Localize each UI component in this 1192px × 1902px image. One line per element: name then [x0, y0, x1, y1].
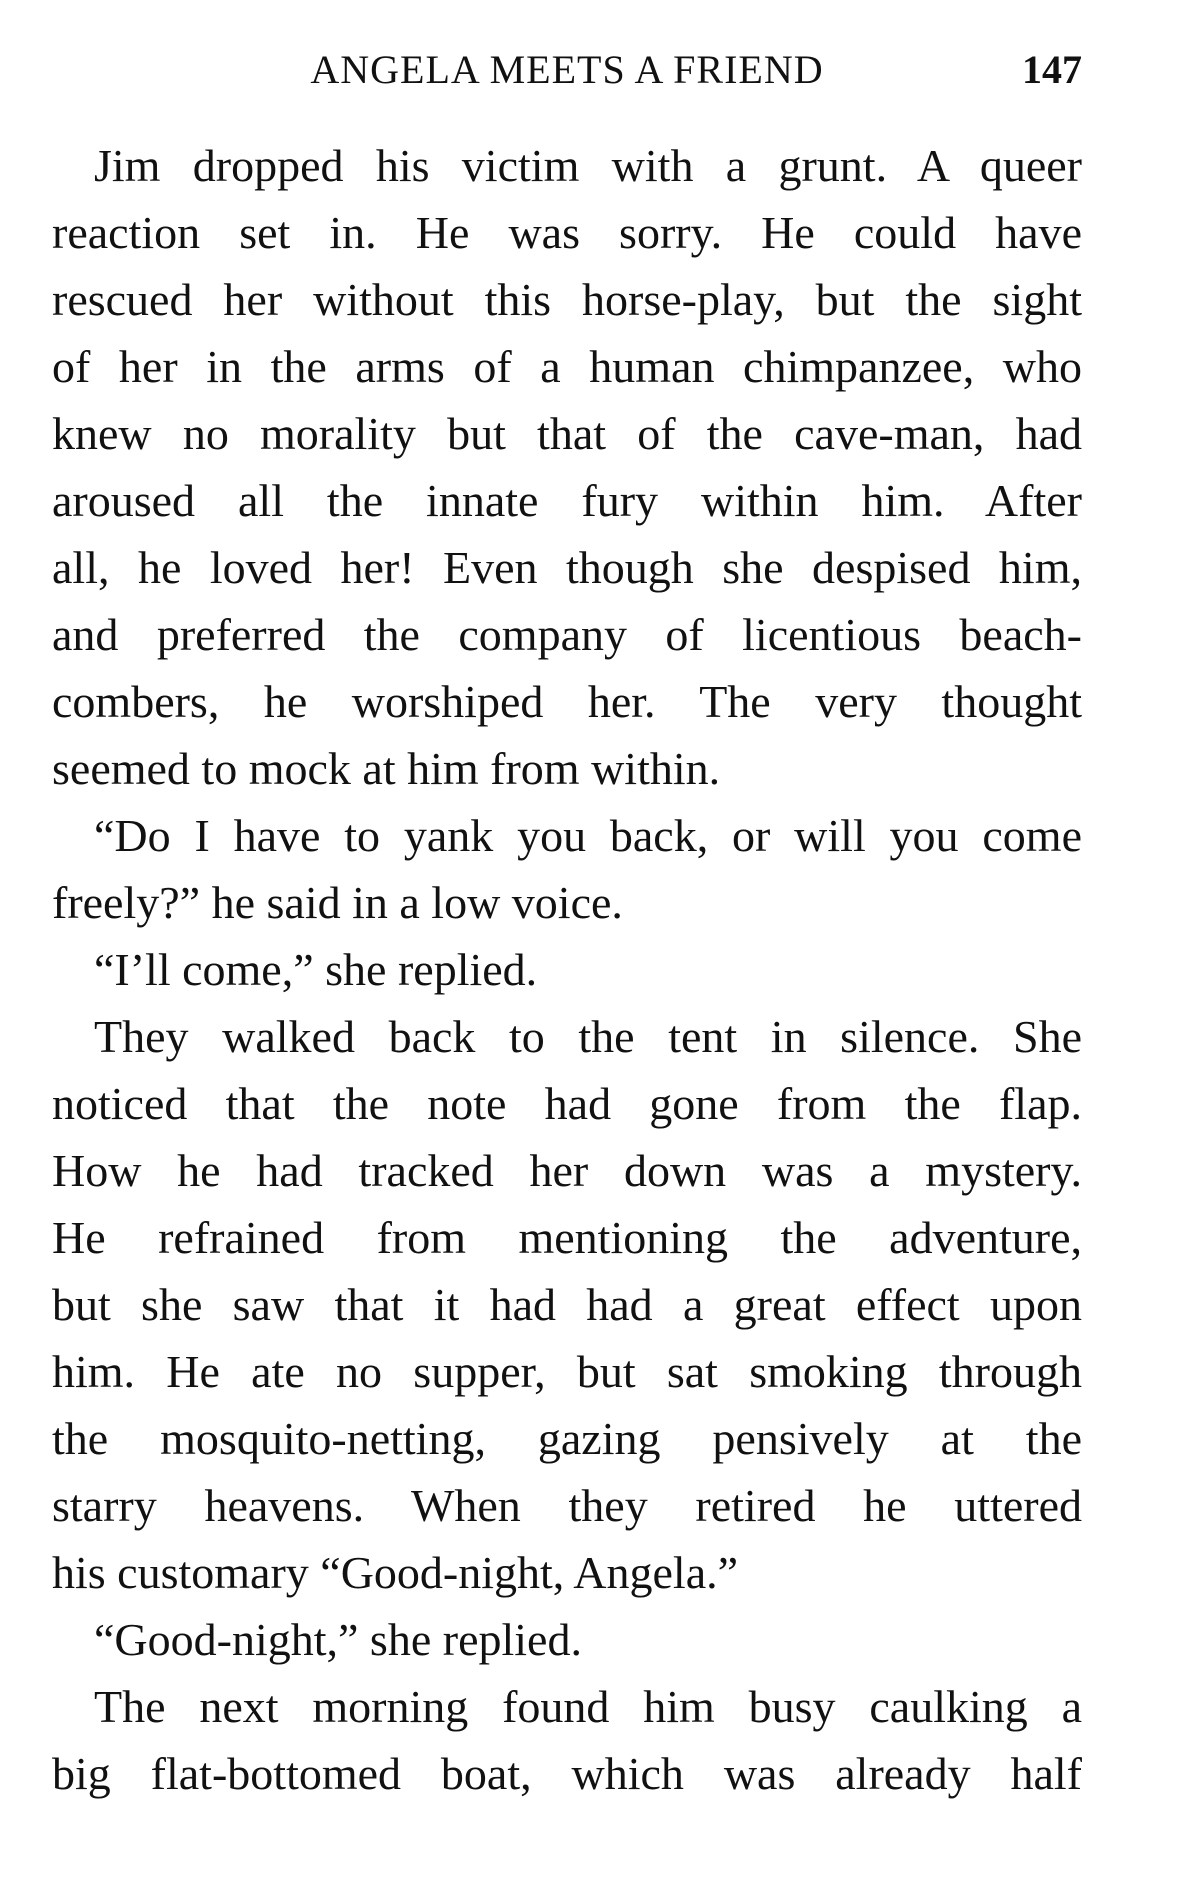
- text-line: starry heavens. When they retired he uttered: [52, 1480, 1082, 1531]
- text-line: his customary “Good-night, Angela.”: [52, 1547, 739, 1598]
- text-line: reaction set in. He was sorry. He could have: [52, 207, 1082, 258]
- text-line: The next morning found him busy caulking a: [94, 1681, 1082, 1732]
- text-line: him. He ate no supper, but sat smoking through: [52, 1346, 1082, 1397]
- text-line: but she saw that it had had a great effect upon: [52, 1279, 1082, 1330]
- text-line: Jim dropped his victim with a grunt. A queer: [94, 140, 1082, 191]
- text-line: the mosquito-netting, gazing pensively at the: [52, 1413, 1082, 1464]
- text-line: combers, he worshiped her. The very thought: [52, 676, 1082, 727]
- text-line: noticed that the note had gone from the flap.: [52, 1078, 1082, 1129]
- text-line: of her in the arms of a human chimpanzee, who: [52, 341, 1082, 392]
- text-line: and preferred the company of licentious beach-: [52, 609, 1082, 660]
- text-line: “Good-night,” she replied.: [94, 1614, 582, 1665]
- text-line: seemed to mock at him from within.: [52, 743, 721, 794]
- page-number: 147: [1022, 47, 1082, 92]
- text-line: knew no morality but that of the cave-man, had: [52, 408, 1082, 459]
- text-line: freely?” he said in a low voice.: [52, 877, 623, 928]
- running-head: [52, 40, 1082, 100]
- text-line: all, he loved her! Even though she despised him,: [52, 542, 1082, 593]
- text-line: He refrained from mentioning the adventure,: [52, 1212, 1082, 1263]
- text-line: rescued her without this horse-play, but the sight: [52, 274, 1082, 325]
- text-line: They walked back to the tent in silence. She: [94, 1011, 1082, 1062]
- text-line: aroused all the innate fury within him. After: [52, 475, 1082, 526]
- text-line: “Do I have to yank you back, or will you come: [94, 810, 1082, 861]
- text-line: big flat-bottomed boat, which was already half: [52, 1748, 1082, 1799]
- text-line: How he had tracked her down was a mystery.: [52, 1145, 1082, 1196]
- running-title: ANGELA MEETS A FRIEND: [310, 47, 824, 92]
- body-text: [52, 132, 1082, 1807]
- text-line: “I’ll come,” she replied.: [94, 944, 538, 995]
